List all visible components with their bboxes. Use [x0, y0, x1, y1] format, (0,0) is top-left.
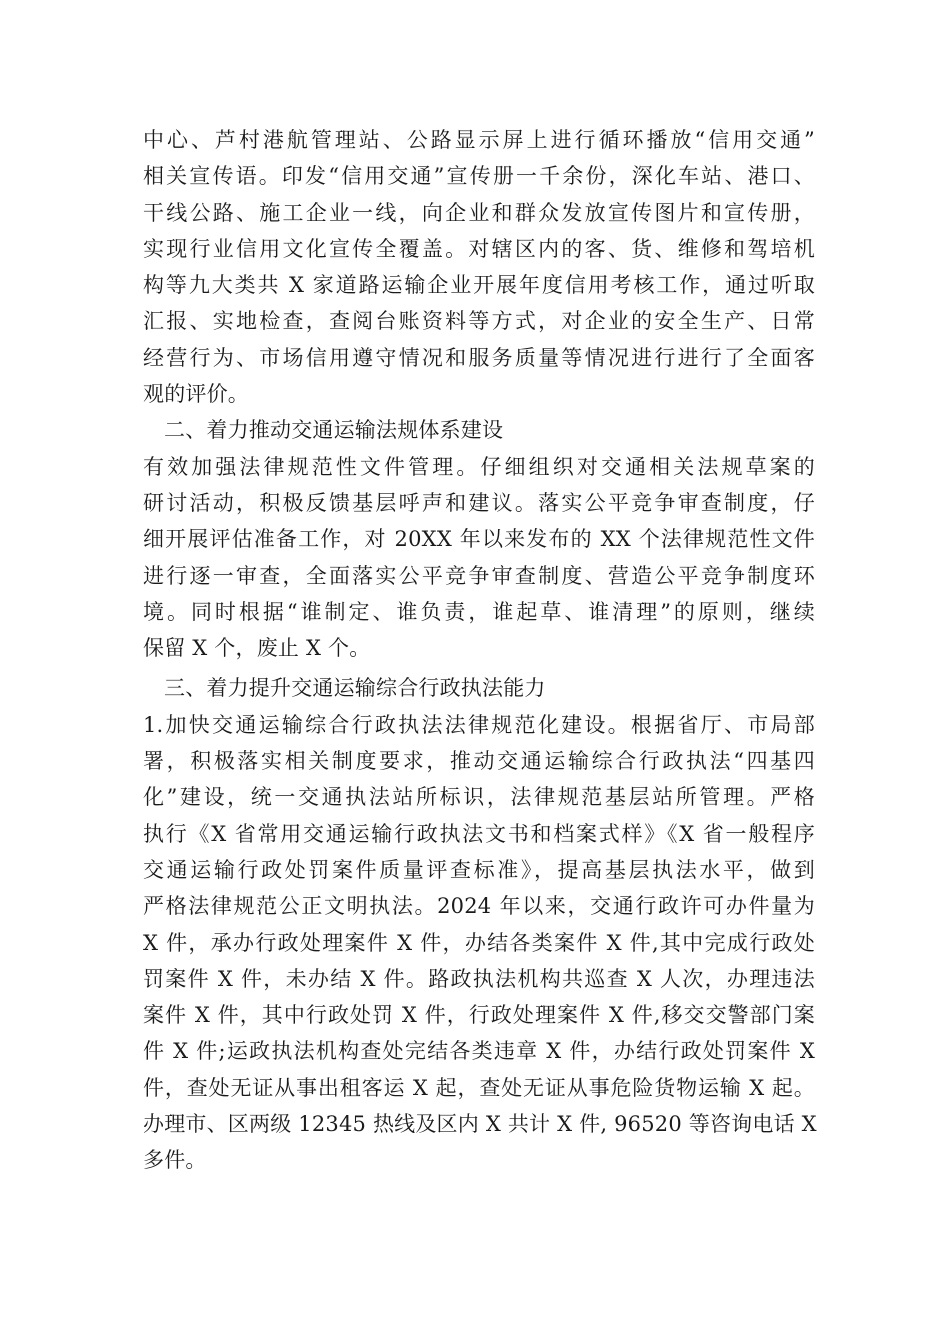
paragraph-enforcement	[143, 707, 815, 1179]
text-line: 中心、芦村港航管理站、公路显示屏上进行循环播放“信用交通”	[143, 128, 815, 152]
document-page	[143, 122, 815, 1179]
text-line: 案件 X 件，其中行政处罚 X 件，行政处理案件 X 件,移交交警部门案	[143, 1003, 815, 1028]
section-heading-3: 三、着力提升交通运输综合行政执法能力	[164, 676, 546, 701]
text-line: 实现行业信用文化宣传全覆盖。对辖区内的客、货、维修和驾培机	[143, 236, 815, 261]
text-line: 件，查处无证从事出租客运 X 起，查处无证从事危险货物运输 X 起。	[143, 1075, 815, 1100]
text-line: 干线公路、施工企业一线，向企业和群众发放宣传图片和宣传册，	[143, 200, 815, 225]
text-line: 经营行为、市场信用遵守情况和服务质量等情况进行进行了全面客	[143, 345, 815, 370]
paragraph-regulations	[143, 449, 815, 667]
text-line: 有效加强法律规范性文件管理。仔细组织对交通相关法规草案的	[143, 454, 815, 479]
paragraph-credit-publicity	[143, 122, 815, 412]
text-line: 进行逐一审查，全面落实公平竞争审查制度、营造公平竞争制度环	[143, 563, 815, 588]
section-heading-2: 二、着力推动交通运输法规体系建设	[164, 418, 504, 443]
text-line: 境。同时根据“谁制定、谁负责，谁起草、谁清理”的原则，继续	[143, 599, 815, 624]
text-line: 保留 X 个，废止 X 个。	[143, 636, 371, 661]
text-line: 构等九大类共 X 家道路运输企业开展年度信用考核工作，通过听取	[143, 273, 815, 298]
text-line: 1.加快交通运输综合行政执法法律规范化建设。根据省厅、市局部	[143, 712, 815, 737]
text-line: X 件，承办行政处理案件 X 件，办结各类案件 X 件,其中完成行政处	[143, 930, 815, 955]
text-line: 研讨活动，积极反馈基层呼声和建议。落实公平竞争审查制度，仔	[143, 490, 815, 515]
text-line: 严格法律规范公正文明执法。2024 年以来，交通行政许可办件量为	[143, 894, 815, 919]
text-line: 汇报、实地检查，查阅台账资料等方式，对企业的安全生产、日常	[143, 309, 815, 334]
text-line: 化”建设，统一交通执法站所标识，法律规范基层站所管理。严格	[143, 785, 815, 810]
text-line: 观的评价。	[143, 382, 249, 407]
text-line: 交通运输行政处罚案件质量评查标准》，提高基层执法水平，做到	[143, 857, 815, 882]
text-line: 件 X 件;运政执法机构查处完结各类违章 X 件，办结行政处罚案件 X	[143, 1039, 815, 1064]
text-line: 罚案件 X 件，未办结 X 件。路政执法机构共巡查 X 人次，办理违法	[143, 966, 815, 991]
text-line: 署，积极落实相关制度要求，推动交通运输综合行政执法“四基四	[143, 749, 815, 774]
text-line: 执行《X 省常用交通运输行政执法文书和档案式样》《X 省一般程序	[143, 821, 815, 846]
text-line: 相关宣传语。印发“信用交通”宣传册一千余份，深化车站、港口、	[143, 164, 815, 189]
text-line: 细开展评估准备工作，对 20XX 年以来发布的 XX 个法律规范性文件	[143, 527, 815, 552]
text-line: 多件。	[143, 1148, 207, 1173]
text-line: 办理市、区两级 12345 热线及区内 X 共计 X 件, 96520 等咨询电话 X	[143, 1112, 817, 1137]
